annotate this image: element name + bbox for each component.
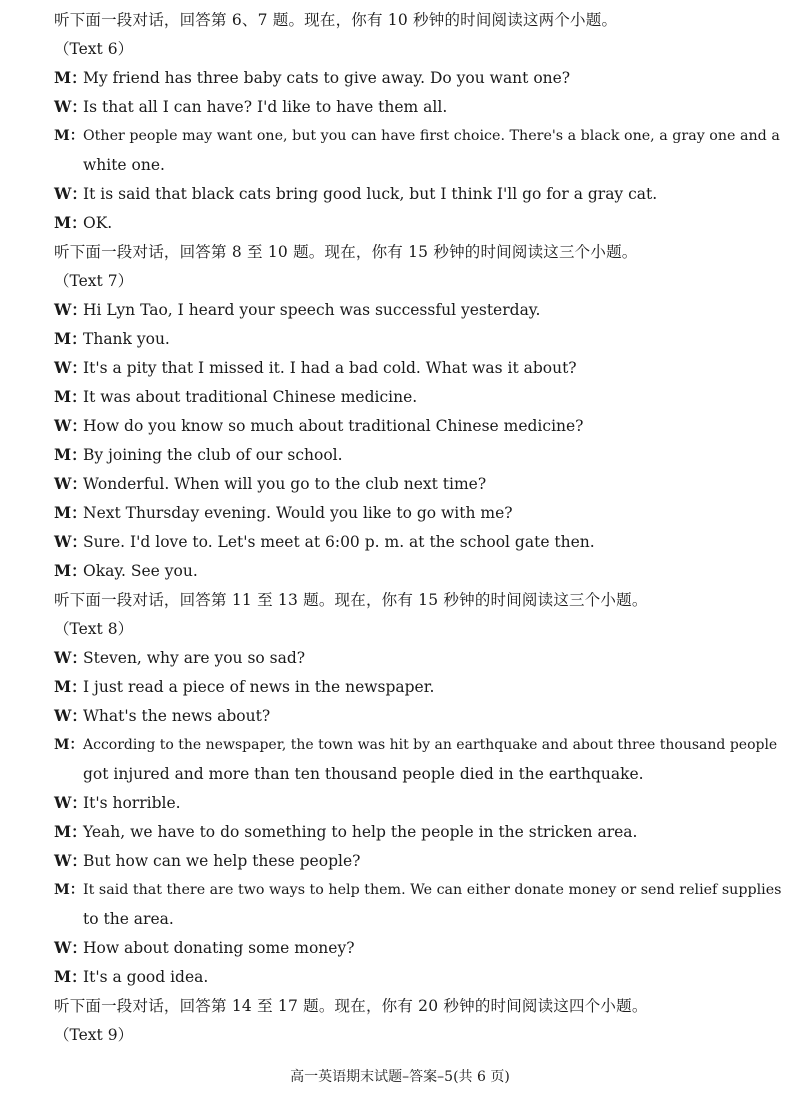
dialogue-line (54, 677, 786, 697)
utterance: Sure. I'd love to. Let's meet at 6:00 p. m. at the school gate then. (83, 533, 595, 551)
utterance-continuation: got injured and more than ten thousand people died in the earthquake. (83, 765, 644, 783)
section-instruction: 听下面一段对话，回答第 11 至 13 题。现在，你有 15 秒钟的时间阅读这三个小题。 (54, 591, 648, 609)
speaker-label: W： (54, 648, 87, 667)
section-instruction: 听下面一段对话，回答第 8 至 10 题。现在，你有 15 秒钟的时间阅读这三个小题。 (54, 243, 638, 261)
text-heading: （Text 9） (54, 1026, 134, 1044)
utterance: It is said that black cats bring good luck, but I think I'll go for a gray cat. (83, 185, 658, 203)
utterance: By joining the club of our school. (83, 446, 343, 464)
utterance-continuation: white one. (83, 156, 165, 174)
speaker-label: W： (54, 532, 87, 551)
dialogue-line (54, 967, 786, 987)
speaker-label: M： (54, 387, 87, 406)
utterance: But how can we help these people? (83, 852, 361, 870)
page-footer: 高一英语期末试题–答案–5(共 6 页) (290, 1069, 510, 1085)
utterance: Yeah, we have to do something to help the people in the stricken area. (83, 823, 638, 841)
utterance: I just read a piece of news in the newspaper. (83, 678, 435, 696)
utterance: How about donating some money? (83, 939, 355, 957)
utterance: How do you know so much about traditional Chinese medicine? (83, 417, 584, 435)
speaker-label: W： (54, 474, 87, 493)
utterance: Other people may want one, but you can have first choice. There's a black one, a gray one and a (83, 128, 780, 144)
utterance: Hi Lyn Tao, I heard your speech was successful yesterday. (83, 301, 541, 319)
dialogue-line (54, 416, 786, 436)
speaker-label: M： (54, 822, 87, 841)
dialogue-line (54, 793, 786, 813)
text-heading: （Text 6） (54, 40, 134, 58)
utterance: Okay. See you. (83, 562, 198, 580)
dialogue-line (54, 329, 786, 349)
utterance: OK. (83, 214, 113, 232)
dialogue-line (54, 68, 786, 88)
dialogue-line (54, 184, 786, 204)
speaker-label: M： (54, 561, 87, 580)
text-heading: （Text 7） (54, 272, 134, 290)
utterance: Thank you. (83, 330, 170, 348)
dialogue-line (54, 387, 786, 407)
speaker-label: M： (54, 68, 87, 87)
utterance: It said that there are two ways to help them. We can either donate money or send relief supplies (83, 882, 782, 898)
dialogue-line (54, 532, 786, 552)
dialogue-line (54, 880, 786, 900)
speaker-label: M： (54, 737, 84, 753)
dialogue-line (54, 822, 786, 842)
speaker-label: M： (54, 329, 87, 348)
dialogue-line (54, 445, 786, 465)
speaker-label: M： (54, 677, 87, 696)
utterance: It's a pity that I missed it. I had a bad cold. What was it about? (83, 359, 577, 377)
section-instruction: 听下面一段对话，回答第 6、7 题。现在，你有 10 秒钟的时间阅读这两个小题。 (54, 11, 618, 29)
speaker-label: M： (54, 213, 87, 232)
dialogue-line (54, 503, 786, 523)
speaker-label: W： (54, 938, 87, 957)
speaker-label: W： (54, 184, 87, 203)
dialogue-line (54, 561, 786, 581)
speaker-label: M： (54, 128, 85, 144)
speaker-label: M： (54, 967, 87, 986)
speaker-label: W： (54, 300, 87, 319)
speaker-label: W： (54, 97, 87, 116)
utterance: My friend has three baby cats to give away. Do you want one? (83, 69, 571, 87)
speaker-label: W： (54, 706, 87, 725)
text-heading: （Text 8） (54, 620, 134, 638)
speaker-label: W： (54, 793, 87, 812)
speaker-label: M： (54, 445, 87, 464)
utterance: Is that all I can have? I'd like to have them all. (83, 98, 448, 116)
utterance: According to the newspaper, the town was hit by an earthquake and about three thousand people (83, 737, 778, 753)
speaker-label: W： (54, 851, 87, 870)
utterance: Steven, why are you so sad? (83, 649, 306, 667)
dialogue-line (54, 735, 786, 755)
utterance: What's the news about? (83, 707, 271, 725)
utterance: It was about traditional Chinese medicine. (83, 388, 418, 406)
speaker-label: W： (54, 358, 87, 377)
dialogue-line (54, 213, 786, 233)
dialogue-line (54, 938, 786, 958)
dialogue-line (54, 851, 786, 871)
dialogue-line (54, 648, 786, 668)
dialogue-line (54, 97, 786, 117)
utterance: It's a good idea. (83, 968, 209, 986)
utterance-continuation: to the area. (83, 910, 174, 928)
utterance: It's horrible. (83, 794, 181, 812)
dialogue-line (54, 358, 786, 378)
speaker-label: M： (54, 882, 85, 898)
dialogue-line (54, 706, 786, 726)
dialogue-line (54, 126, 786, 146)
section-instruction: 听下面一段对话，回答第 14 至 17 题。现在，你有 20 秒钟的时间阅读这四个小题。 (54, 997, 648, 1015)
speaker-label: M： (54, 503, 87, 522)
utterance: Wonderful. When will you go to the club next time? (83, 475, 487, 493)
speaker-label: W： (54, 416, 87, 435)
dialogue-line (54, 300, 786, 320)
utterance: Next Thursday evening. Would you like to go with me? (83, 504, 513, 522)
dialogue-line (54, 474, 786, 494)
